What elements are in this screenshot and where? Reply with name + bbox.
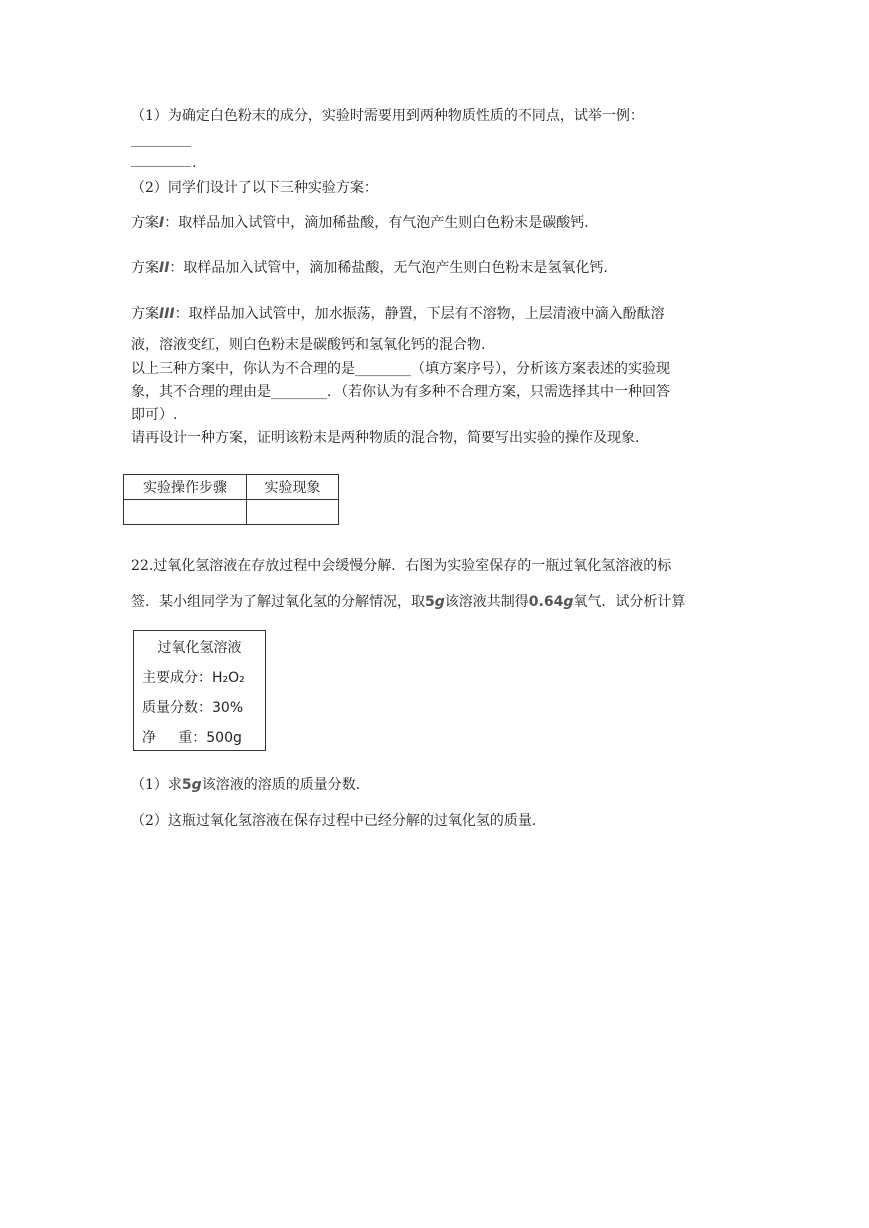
plan-2-text: ：取样品加入试管中，滴加稀盐酸，无气泡产生则白色粉末是氢氧化钙. [169, 260, 608, 276]
q22-text-b: 该溶液共制得 [444, 594, 529, 610]
label-mass-fraction: 质量分数：30% [142, 700, 244, 716]
plan-2-numeral: II [159, 260, 170, 276]
label-ingredient: 主要成分：H₂O₂ [142, 670, 245, 686]
plan-2-prefix: 方案 [131, 260, 159, 276]
mass-5g-number: 5 [425, 594, 435, 610]
mass-5g [425, 594, 445, 610]
question-2-line-4: 请再设计一种方案，证明该粉末是两种物质的混合物，简要写出实验的操作及现象. [131, 430, 640, 446]
mass-oxygen-unit: g [563, 594, 574, 610]
answer-blank-1[interactable] [131, 146, 191, 147]
sub-1-text-a: （1）求 [131, 777, 182, 793]
plan-1-text: ：取样品加入试管中，滴加稀盐酸，有气泡产生则白色粉末是碳酸钙. [164, 215, 589, 231]
sub-1-mass-unit: g [191, 777, 202, 793]
plan-1 [131, 214, 589, 232]
question-2-line-2: 象，其不合理的理由是________．（若你认为有多种不合理方案，只需选择其中一种回答 [131, 384, 670, 400]
question-22-line-2 [131, 593, 685, 611]
plan-3-numeral: III [159, 306, 175, 322]
experiment-table [123, 474, 339, 525]
sub-1-mass-number: 5 [181, 777, 192, 793]
plan-3-prefix: 方案 [131, 306, 159, 322]
header-phenomenon: 实验现象 [247, 475, 339, 500]
question-22-line-1: 22.过氧化氢溶液在存放过程中会缓慢分解．右图为实验室保存的一瓶过氧化氢溶液的标 [131, 558, 672, 574]
answer-cell-steps[interactable] [124, 500, 247, 525]
answer-blank-2[interactable] [131, 166, 191, 167]
plan-2 [131, 259, 608, 277]
plan-1-numeral: I [159, 215, 165, 231]
answer-cell-phenomenon[interactable] [247, 500, 339, 525]
table-header-row [124, 475, 339, 500]
sub-question-2: （2）这瓶过氧化氢溶液在保存过程中已经分解的过氧化氢的质量. [131, 813, 537, 829]
question-2-line-3: 即可）. [131, 407, 178, 423]
table-answer-row [124, 500, 339, 525]
question-2-intro: （2）同学们设计了以下三种实验方案： [131, 180, 378, 196]
sub-question-1 [131, 776, 360, 794]
label-net-weight: 净 重：500g [142, 730, 242, 746]
sub-1-text-b: 该溶液的溶质的质量分数. [201, 777, 361, 793]
answer-end-period: . [192, 155, 197, 171]
question-1-text: （1）为确定白色粉末的成分，实验时需要用到两种物质性质的不同点，试举一例： [131, 108, 644, 124]
mass-5g-unit: g [434, 594, 445, 610]
question-2-line-1: 以上三种方案中，你认为不合理的是________（填方案序号），分析该方案表述的实验现 [131, 361, 670, 377]
plan-3 [131, 305, 665, 323]
q22-text-c: 氧气．试分析计算 [573, 594, 686, 610]
plan-3-continued: 液，溶液变红，则白色粉末是碳酸钙和氢氧化钙的混合物. [131, 337, 486, 353]
mass-oxygen [529, 594, 574, 610]
q22-text-a: 签．某小组同学为了解过氧化氢的分解情况，取 [131, 594, 425, 610]
sub-1-mass [182, 777, 202, 793]
plan-1-prefix: 方案 [131, 215, 159, 231]
mass-oxygen-number: 0.64 [528, 594, 564, 610]
label-title: 过氧化氢溶液 [157, 640, 242, 656]
bottle-label [133, 630, 266, 751]
header-operation-steps: 实验操作步骤 [124, 475, 247, 500]
plan-3-text: ：取样品加入试管中，加水振荡，静置，下层有不溶物，上层清液中滴入酚酞溶 [174, 306, 665, 322]
